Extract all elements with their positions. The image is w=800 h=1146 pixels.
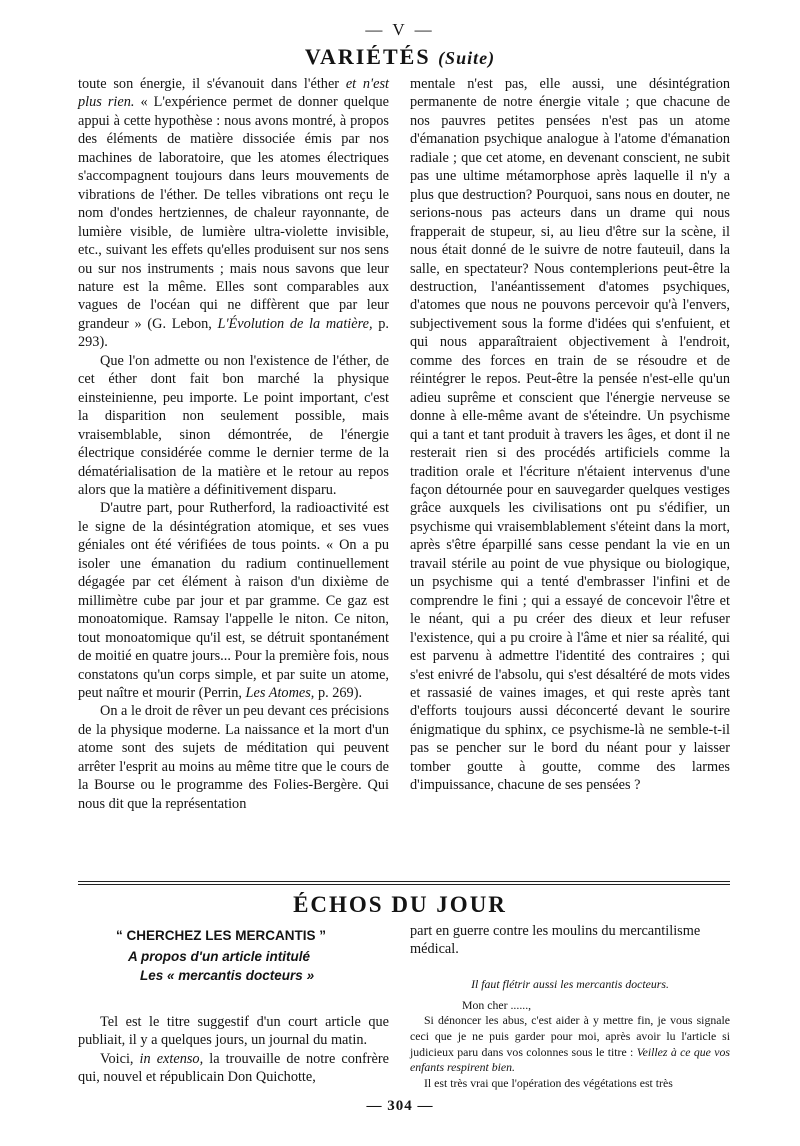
section-title-suite: (Suite) bbox=[438, 48, 496, 68]
left-paragraph-2: Que l'on admette ou non l'existence de l'éther, de cet éther dont fait bon marché la physique einsteinienne, peu importe. Le point important, c'est la disparition non seulement possible, mais vraisemblable, sinon démontrée, de l'énergie électrique considérée comme le dernier terme de la dématérialisation de la matière et le retour au repos alors que la matière a définitivement disparu. bbox=[78, 352, 389, 498]
text-run: p. 293). bbox=[78, 315, 390, 351]
varietes-left-column bbox=[78, 75, 389, 813]
article-subtitle-2: Les « mercantis docteurs » bbox=[140, 968, 315, 983]
italic-text-run: Veillez à ce que vos enfants respirent bien. bbox=[410, 1044, 730, 1075]
left-paragraph-1 bbox=[78, 75, 389, 352]
article-subtitle-1: A propos d'un article intitulé bbox=[128, 949, 310, 964]
text-run: « L'expérience permet de donner quelque appui à cette hypothèse : nous avons montré, à propos des éléments de matière dissociée émis par nos machines de laboratoire, que les atomes électriques s'accompagnent toujours dans leurs mouvements de vibrations de l'éther. De telles vibrations ont reçu le nom d'ondes hertziennes, de chaleur rayonnante, de lumière visible, de lumière ultra-violette invisible, etc., suivant les effets qu'elles produisent sur nos sens ou sur nos instruments ; mais nous savons que leur nature est la même. Elles sont comparables aux vagues de l'océan qui ne diffèrent que par leur grandeur » (G. Lebon, bbox=[78, 94, 389, 332]
varietes-right-column bbox=[410, 75, 730, 795]
article-title: “ CHERCHEZ LES MERCANTIS ” bbox=[116, 928, 327, 943]
letter-paragraph-1 bbox=[410, 1013, 730, 1075]
text-run: D'autre part, pour Rutherford, la radioactivité est le signe de la désintégration atomique, et ses vues géniales ont été vérifiées de tous points. « On a pu isoler une émanation du radium continuellement dégagée par cet élément à raison d'un dixième de millimètre cube par jour et par gramme. Ce gaz est monoatomique. Ramsay l'appelle le niton. Ce niton, tout monoatomique qu'il est, se détruit spontanément de moitié en quatre jours... Pour la première fois, nous constatons qu'un corps simple, et par suite un atome, peut naître et mourir (Perrin, bbox=[78, 500, 389, 701]
echos-section-title: ÉCHOS DU JOUR bbox=[293, 892, 507, 917]
text-run: toute son énergie, il s'évanouit dans l'éther bbox=[78, 76, 346, 92]
page-header-roman-numeral: — V — bbox=[365, 20, 435, 39]
text-run: Si dénoncer les abus, c'est aider à y mettre fin, je vous signale ceci que je ne puis garder pour moi, après avoir lu l'article si judicieux paru dans vos colonnes sous le titre : bbox=[410, 1013, 730, 1059]
letter-paragraph-2: Il est très vrai que l'opération des végétations est très bbox=[424, 1075, 673, 1090]
text-run: p. 269). bbox=[314, 684, 363, 701]
echos-paragraph-1: Tel est le titre suggestif d'un court article que publiait, il y a quelques jours, un journal du matin. bbox=[78, 1014, 389, 1049]
echos-right-column bbox=[410, 922, 730, 1091]
italic-text-run: in extenso, bbox=[139, 1050, 204, 1067]
text-run: la trouvaille de notre confrère qui, nouvel et républicain Don Quichotte, bbox=[78, 1050, 389, 1086]
echos-continuation: part en guerre contre les moulins du mercantilisme médical. bbox=[410, 923, 701, 958]
italic-text-run: et n'est plus rien. bbox=[78, 76, 389, 111]
left-paragraph-3 bbox=[78, 499, 389, 702]
citation-title: L'Évolution de la matière, bbox=[217, 315, 373, 332]
letter-salutation: Mon cher ......, bbox=[462, 997, 532, 1012]
page-number: — 304 — bbox=[366, 1098, 434, 1114]
section-title bbox=[0, 44, 800, 70]
echos-left-body bbox=[78, 1013, 389, 1087]
echos-paragraph-2 bbox=[78, 1050, 389, 1087]
section-divider bbox=[78, 881, 730, 885]
echos-left-column bbox=[78, 928, 389, 1087]
quoted-article-heading: Il faut flétrir aussi les mercantis docteurs. bbox=[471, 976, 669, 991]
quoted-letter bbox=[410, 998, 730, 1092]
left-paragraph-4: On a le droit de rêver un peu devant ces précisions de la physique moderne. La naissance et la mort d'un atome sont des sujets de méditation qui peuvent arrêter l'esprit au moins au même titre que le cours de la Bourse ou le programme des Folies-Bergère. Qui nous dit que la représentation bbox=[78, 703, 390, 812]
right-paragraph-1: mentale n'est pas, elle aussi, une désintégration permanente de notre énergie vitale ; que chacune de nos pauvres petites pensées n'est pas un atome d'émanation psychique analogue à l'atome d'émanation radiale ; que cet atome, en devenant conscient, ne subit pas une ultime métamorphose après laquelle il n'y a plus que destruction? Pourquoi, sans nous en douter, ne serions-nous pas acteurs dans un drame qui nous frapperait de stupeur, si, au lieu d'être sur la scène, il nous était donné de le suivre de notre fauteuil, dans la salle, en spectateur? Nous contemplerions peut-être la destruction, l'anéantissement d'atomes psychiques, d'atomes que nous ne pouvons percevoir qu'à l'envers, subjectivement sous la forme d'idées qui s'enfuient, et qui nous apparaîtraient objectivement à l'endroit, comme des forces en train de se résoudre et de réintégrer le repos. Peut-être la pensée n'est-elle qu'un adieu suprême et conscient que l'énergie nerveuse se donne à elle-même avant de s'éteindre. Un psychisme qui a tant et tant produit à travers les âges, et dont il ne resterait rien si des procédés artificiels comme la tradition orale et l'écriture n'étaient intervenus d'une façon détournée pour en sauvegarder quelques vestiges grâce auxquels les civilisations ont pu s'édifier, un psychisme qui vraisemblablement s'éteint dans la mort, après s'être éparpillé sans cesse pendant la vie en un travail stérile au point de vue physique ou biologique, un psychisme qui a tenté d'embrasser l'infini et de comprendre le fini ; qui a essayé de concevoir l'être et le néant, qui a pu créer des dieux et leur refuser l'existence, qui a pu croire à l'âme et nier sa réalité, qui est parvenu à admettre l'identité des contraires ; qui s'est enivré de l'absolu, qui s'est désaltéré de mots vides et rassasié de vaines images, et qui reste après tant d'efforts toujours aussi déconcerté devant le sourire énigmatique du sphinx, ce psychisme-là ne semble-t-il pas se pencher sur le bord du néant pour y laisser tomber goutte à goutte, comme des larmes d'impuissance, chacune de ses pensées ? bbox=[410, 76, 730, 794]
section-title-text: VARIÉTÉS bbox=[304, 44, 431, 69]
text-run: Voici, bbox=[100, 1050, 140, 1067]
citation-title: Les Atomes, bbox=[245, 684, 315, 701]
